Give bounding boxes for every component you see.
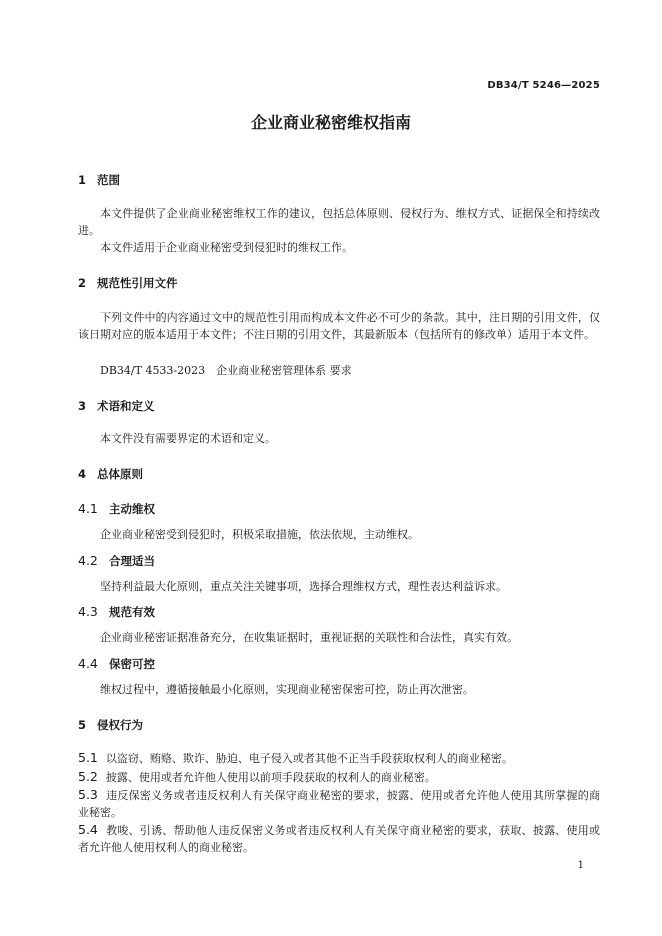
clause-number: 5.3 [78, 787, 98, 802]
subsection-number: 4.4 [78, 656, 98, 671]
section-1-heading [78, 172, 120, 188]
subsection-title: 规范有效 [109, 605, 155, 619]
clause-number: 5.4 [78, 822, 98, 837]
section-2-paragraph-1: 下列文件中的内容通过文中的规范性引用而构成本文件必不可少的条款。其中，注日期的引用文件，仅该日期对应的版本适用于本文件；不注日期的引用文件，其最新版本（包括所有的修改单）适用于本文件。 [78, 311, 600, 341]
section-5-heading [78, 717, 143, 733]
clause-number: 5.2 [78, 769, 98, 784]
clause-text: 教唆、引诱、帮助他人违反保密义务或者违反权利人有关保守商业秘密的要求，获取、披露、使用或者允许他人使用权利人的商业秘密。 [78, 824, 600, 854]
page-number: 1 [577, 860, 584, 871]
subsection-4-2-heading [78, 553, 155, 569]
section-3-heading [78, 398, 155, 414]
subsection-4-1-heading [78, 501, 155, 517]
document-code: DB34/T 5246—2025 [487, 80, 600, 91]
subsection-4-4-heading [78, 656, 155, 672]
section-2-heading [78, 275, 178, 291]
clause-number: 5.1 [78, 750, 98, 765]
section-number: 2 [78, 276, 87, 290]
subsection-4-3-heading [78, 604, 155, 620]
subsection-title: 合理适当 [109, 554, 155, 568]
section-4-heading [78, 466, 143, 482]
subsection-title: 保密可控 [109, 657, 155, 671]
section-number: 5 [78, 718, 87, 732]
section-title: 范围 [97, 173, 120, 187]
clause-5-4 [78, 821, 600, 856]
clause-5-3 [78, 786, 600, 821]
section-title: 侵权行为 [97, 718, 143, 732]
section-title: 总体原则 [97, 467, 143, 481]
clause-text: 违反保密义务或者违反权利人有关保守商业秘密的要求，披露、使用或者允许他人使用其所掌握的商业秘密。 [78, 789, 600, 819]
normative-reference: DB34/T 4533-2023 企业商业秘密管理体系 要求 [100, 364, 352, 377]
section-1-paragraph-2: 本文件适用于企业商业秘密受到侵犯时的维权工作。 [100, 241, 353, 254]
section-title: 术语和定义 [97, 399, 155, 413]
subsection-4-3-text: 企业商业秘密证据准备充分，在收集证据时，重视证据的关联性和合法性，真实有效。 [100, 631, 518, 644]
section-number: 1 [78, 173, 87, 187]
section-1-paragraph-1: 本文件提供了企业商业秘密维权工作的建议，包括总体原则、侵权行为、维权方式、证据保全和持续改进。 [78, 207, 600, 237]
section-3-paragraph-1: 本文件没有需要界定的术语和定义。 [100, 432, 276, 445]
document-title: 企业商业秘密维权指南 [250, 113, 411, 132]
clause-text: 披露、使用或者允许他人使用以前项手段获取的权利人的商业秘密。 [105, 771, 436, 784]
subsection-4-4-text: 维权过程中，遵循接触最小化原则，实现商业秘密保密可控，防止再次泄密。 [100, 683, 474, 696]
section-number: 3 [78, 399, 87, 413]
subsection-4-1-text: 企业商业秘密受到侵犯时，积极采取措施，依法依规，主动维权。 [100, 528, 419, 541]
subsection-4-2-text: 坚持利益最大化原则，重点关注关键事项，选择合理维权方式，理性表达利益诉求。 [100, 580, 507, 593]
clause-5-1 [78, 749, 600, 767]
clause-text: 以盗窃、贿赂、欺诈、胁迫、电子侵入或者其他不正当手段获取权利人的商业秘密。 [105, 752, 513, 765]
clause-5-2 [78, 768, 600, 786]
subsection-number: 4.3 [78, 604, 98, 619]
subsection-title: 主动维权 [109, 502, 155, 516]
subsection-number: 4.1 [78, 501, 98, 516]
section-title: 规范性引用文件 [97, 276, 178, 290]
section-number: 4 [78, 467, 87, 481]
subsection-number: 4.2 [78, 553, 98, 568]
